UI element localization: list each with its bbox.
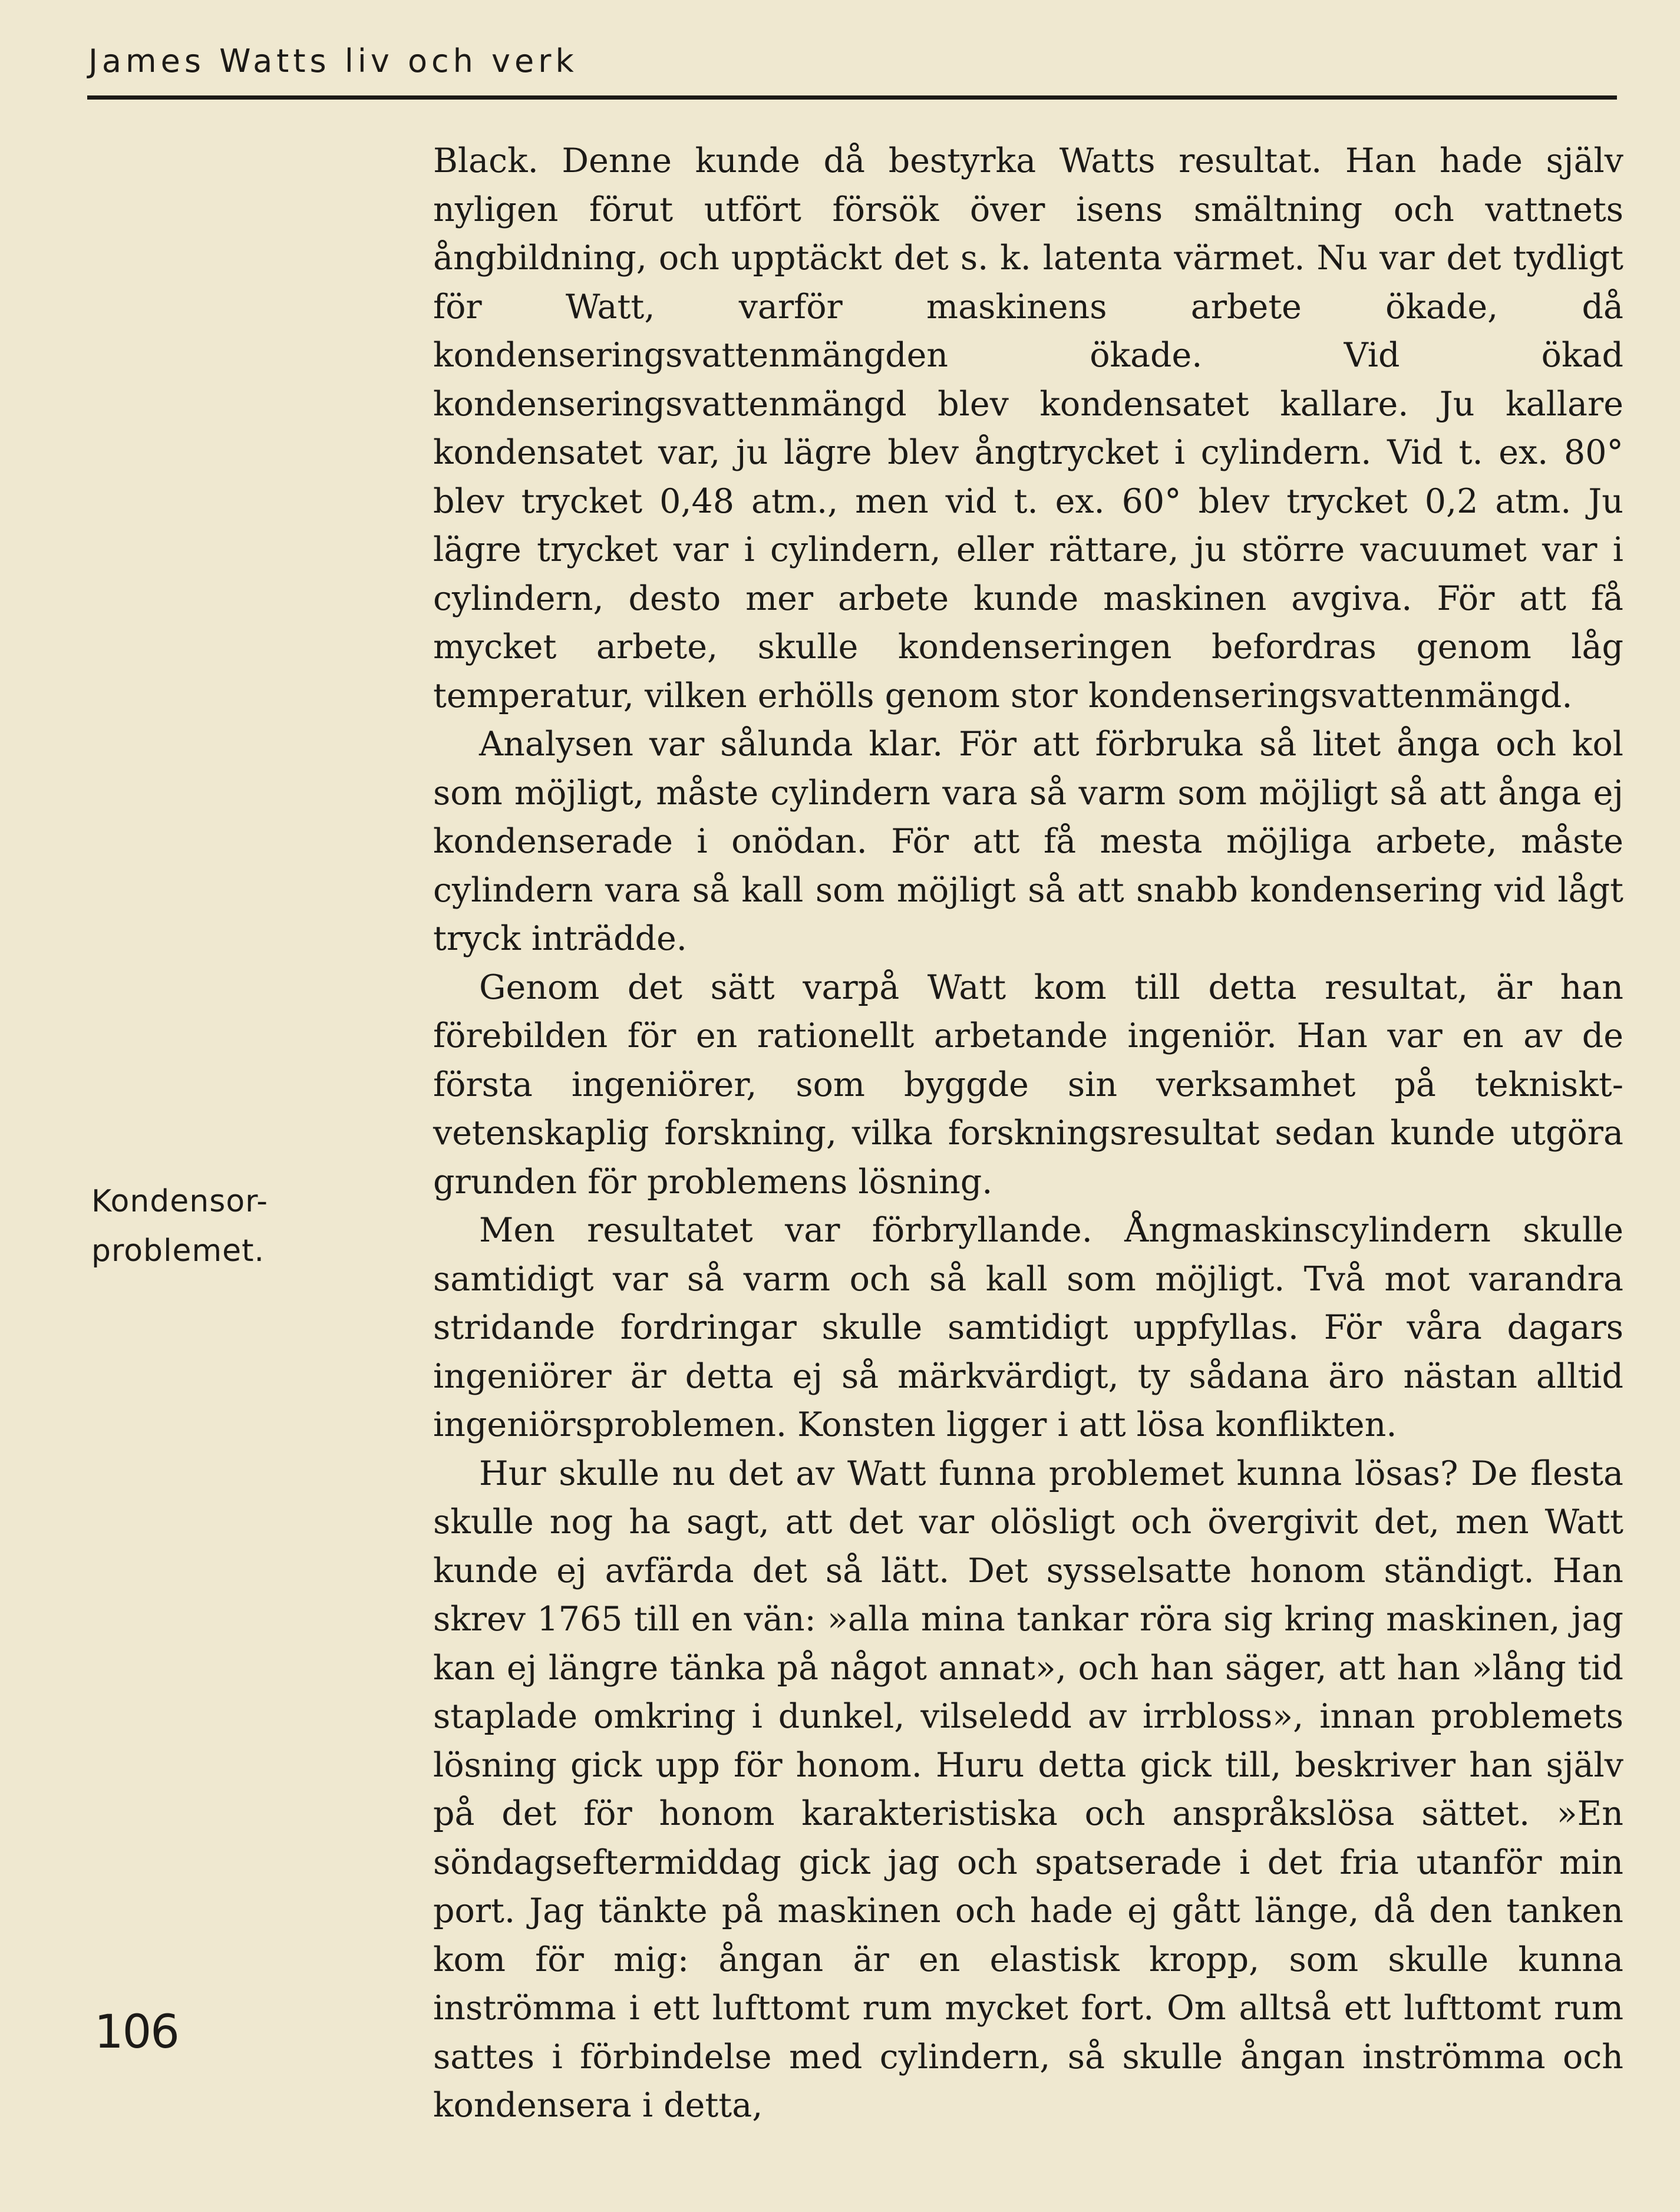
running-head: James Watts liv och verk [88, 42, 578, 80]
page-number: 106 [94, 2006, 179, 2059]
header-rule [87, 95, 1617, 100]
margin-note-line: problemet. [91, 1233, 265, 1269]
margin-note-line: Kondensor- [91, 1184, 268, 1219]
paragraph: Hur skulle nu det av Watt funna problemet kunna lösas? De flesta skulle nog ha sagt, att det var olösligt och övergivit det, men Watt kunde ej avfärda det så lätt. Det sysselsatte honom ständigt. Han skrev 1765 till en vän: »alla mina tankar röra sig kring maskinen, jag kan ej längre tänka på något annat», och han säger, att han »lång tid staplade omkring i dunkel, vilseledd av irrbloss», innan problemets lösning gick upp för honom. Huru detta gick till, beskriver han själv på det för honom karakteristiska och anspråkslösa sättet. »En söndagseftermiddag gick jag och spatserade i det fria utanför min port. Jag tänkte på maskinen och hade ej gått länge, då den tanken kom för mig: ångan är en elastisk kropp, som skulle kunna inströmma i ett lufttomt rum mycket fort. Om alltså ett lufttomt rum sattes i förbindelse med cylindern, så skulle ångan inströmma och kondensera i detta, [433, 1454, 1623, 2125]
body-text [433, 137, 1623, 2130]
paragraph: Men resultatet var förbryllande. Ångmaskinscylindern skulle samtidigt var så varm och så kall som möjligt. Två mot varandra stridande fordringar skulle samtidigt uppfyllas. För våra dagars ingeniörer är detta ej så märkvärdigt, ty sådana äro nästan alltid ingeniörsproblemen. Konsten ligger i att lösa konflikten. [433, 1211, 1623, 1444]
paragraph: Black. Denne kunde då bestyrka Watts resultat. Han hade själv nyligen förut utfört försök över isens smältning och vattnets ångbildning, och upptäckt det s. k. latenta värmet. Nu var det tydligt för Watt, varför maskinens arbete ökade, då kondenseringsvattenmängden ökade. Vid ökad kondenseringsvattenmängd blev kondensatet kallare. Ju kallare kondensatet var, ju lägre blev ångtrycket i cylindern. Vid t. ex. 80° blev trycket 0,48 atm., men vid t. ex. 60° blev trycket 0,2 atm. Ju lägre trycket var i cylindern, eller rättare, ju större vacuumet var i cylindern, desto mer arbete kunde maskinen avgiva. För att få mycket arbete, skulle kondenseringen befordras genom låg temperatur, vilken erhölls genom stor kondenseringsvattenmängd. [433, 141, 1623, 715]
margin-note [91, 1177, 268, 1276]
paragraph: Analysen var sålunda klar. För att förbruka så litet ånga och kol som möjligt, måste cylindern vara så varm som möjligt så att ånga ej kondenserade i onödan. För att få mesta möjliga arbete, måste cylindern vara så kall som möjligt så att snabb kondensering vid lågt tryck inträdde. [433, 725, 1623, 958]
paragraph: Genom det sätt varpå Watt kom till detta resultat, är han förebilden för en rationellt arbetande ingeniör. Han var en av de första ingeniörer, som byggde sin verksamhet på tekniskt-vetenskaplig forskning, vilka forskningsresultat sedan kunde utgöra grunden för problemens lösning. [433, 968, 1623, 1201]
